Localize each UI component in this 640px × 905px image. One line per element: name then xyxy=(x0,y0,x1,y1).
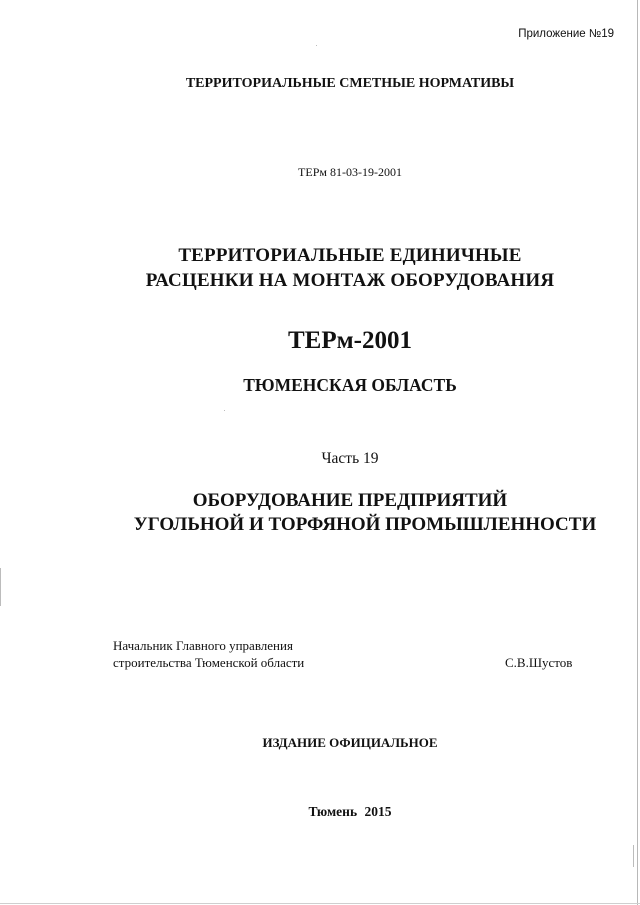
document-code: ТЕРм 81-03-19-2001 xyxy=(298,165,402,179)
scan-mark xyxy=(0,568,1,606)
main-title-line-2: РАСЦЕНКИ НА МОНТАЖ ОБОРУДОВАНИЯ xyxy=(145,270,555,291)
region-name: ТЮМЕНСКАЯ ОБЛАСТЬ xyxy=(243,375,457,395)
scan-mark xyxy=(633,845,634,867)
signatory-position-line-2: строительства Тюменской области xyxy=(113,655,305,670)
header-title: ТЕРРИТОРИАЛЬНЫЕ СМЕТНЫЕ НОРМАТИВЫ xyxy=(185,76,515,91)
scan-dot xyxy=(316,45,317,46)
main-title-line-1: ТЕРРИТОРИАЛЬНЫЕ ЕДИНИЧНЫЕ xyxy=(178,245,522,266)
scan-edge-bottom xyxy=(0,903,640,904)
scan-dot xyxy=(224,410,225,411)
signatory-position xyxy=(113,637,304,671)
city-year: Тюмень 2015 xyxy=(308,804,392,819)
edition-label: ИЗДАНИЕ ОФИЦИАЛЬНОЕ xyxy=(262,735,438,750)
signatory-position-line-1: Начальник Главного управления xyxy=(113,638,293,653)
short-title: ТЕРм-2001 xyxy=(288,327,412,354)
signatory-name: С.В.Шустов xyxy=(505,655,573,670)
section-title-line-2: УГОЛЬНОЙ И ТОРФЯНОЙ ПРОМЫШЛЕННОСТИ xyxy=(133,514,597,535)
part-number: Часть 19 xyxy=(321,450,379,467)
appendix-label: Приложение №19 xyxy=(518,28,614,40)
section-title-line-1: ОБОРУДОВАНИЕ ПРЕДПРИЯТИЙ xyxy=(192,490,508,511)
